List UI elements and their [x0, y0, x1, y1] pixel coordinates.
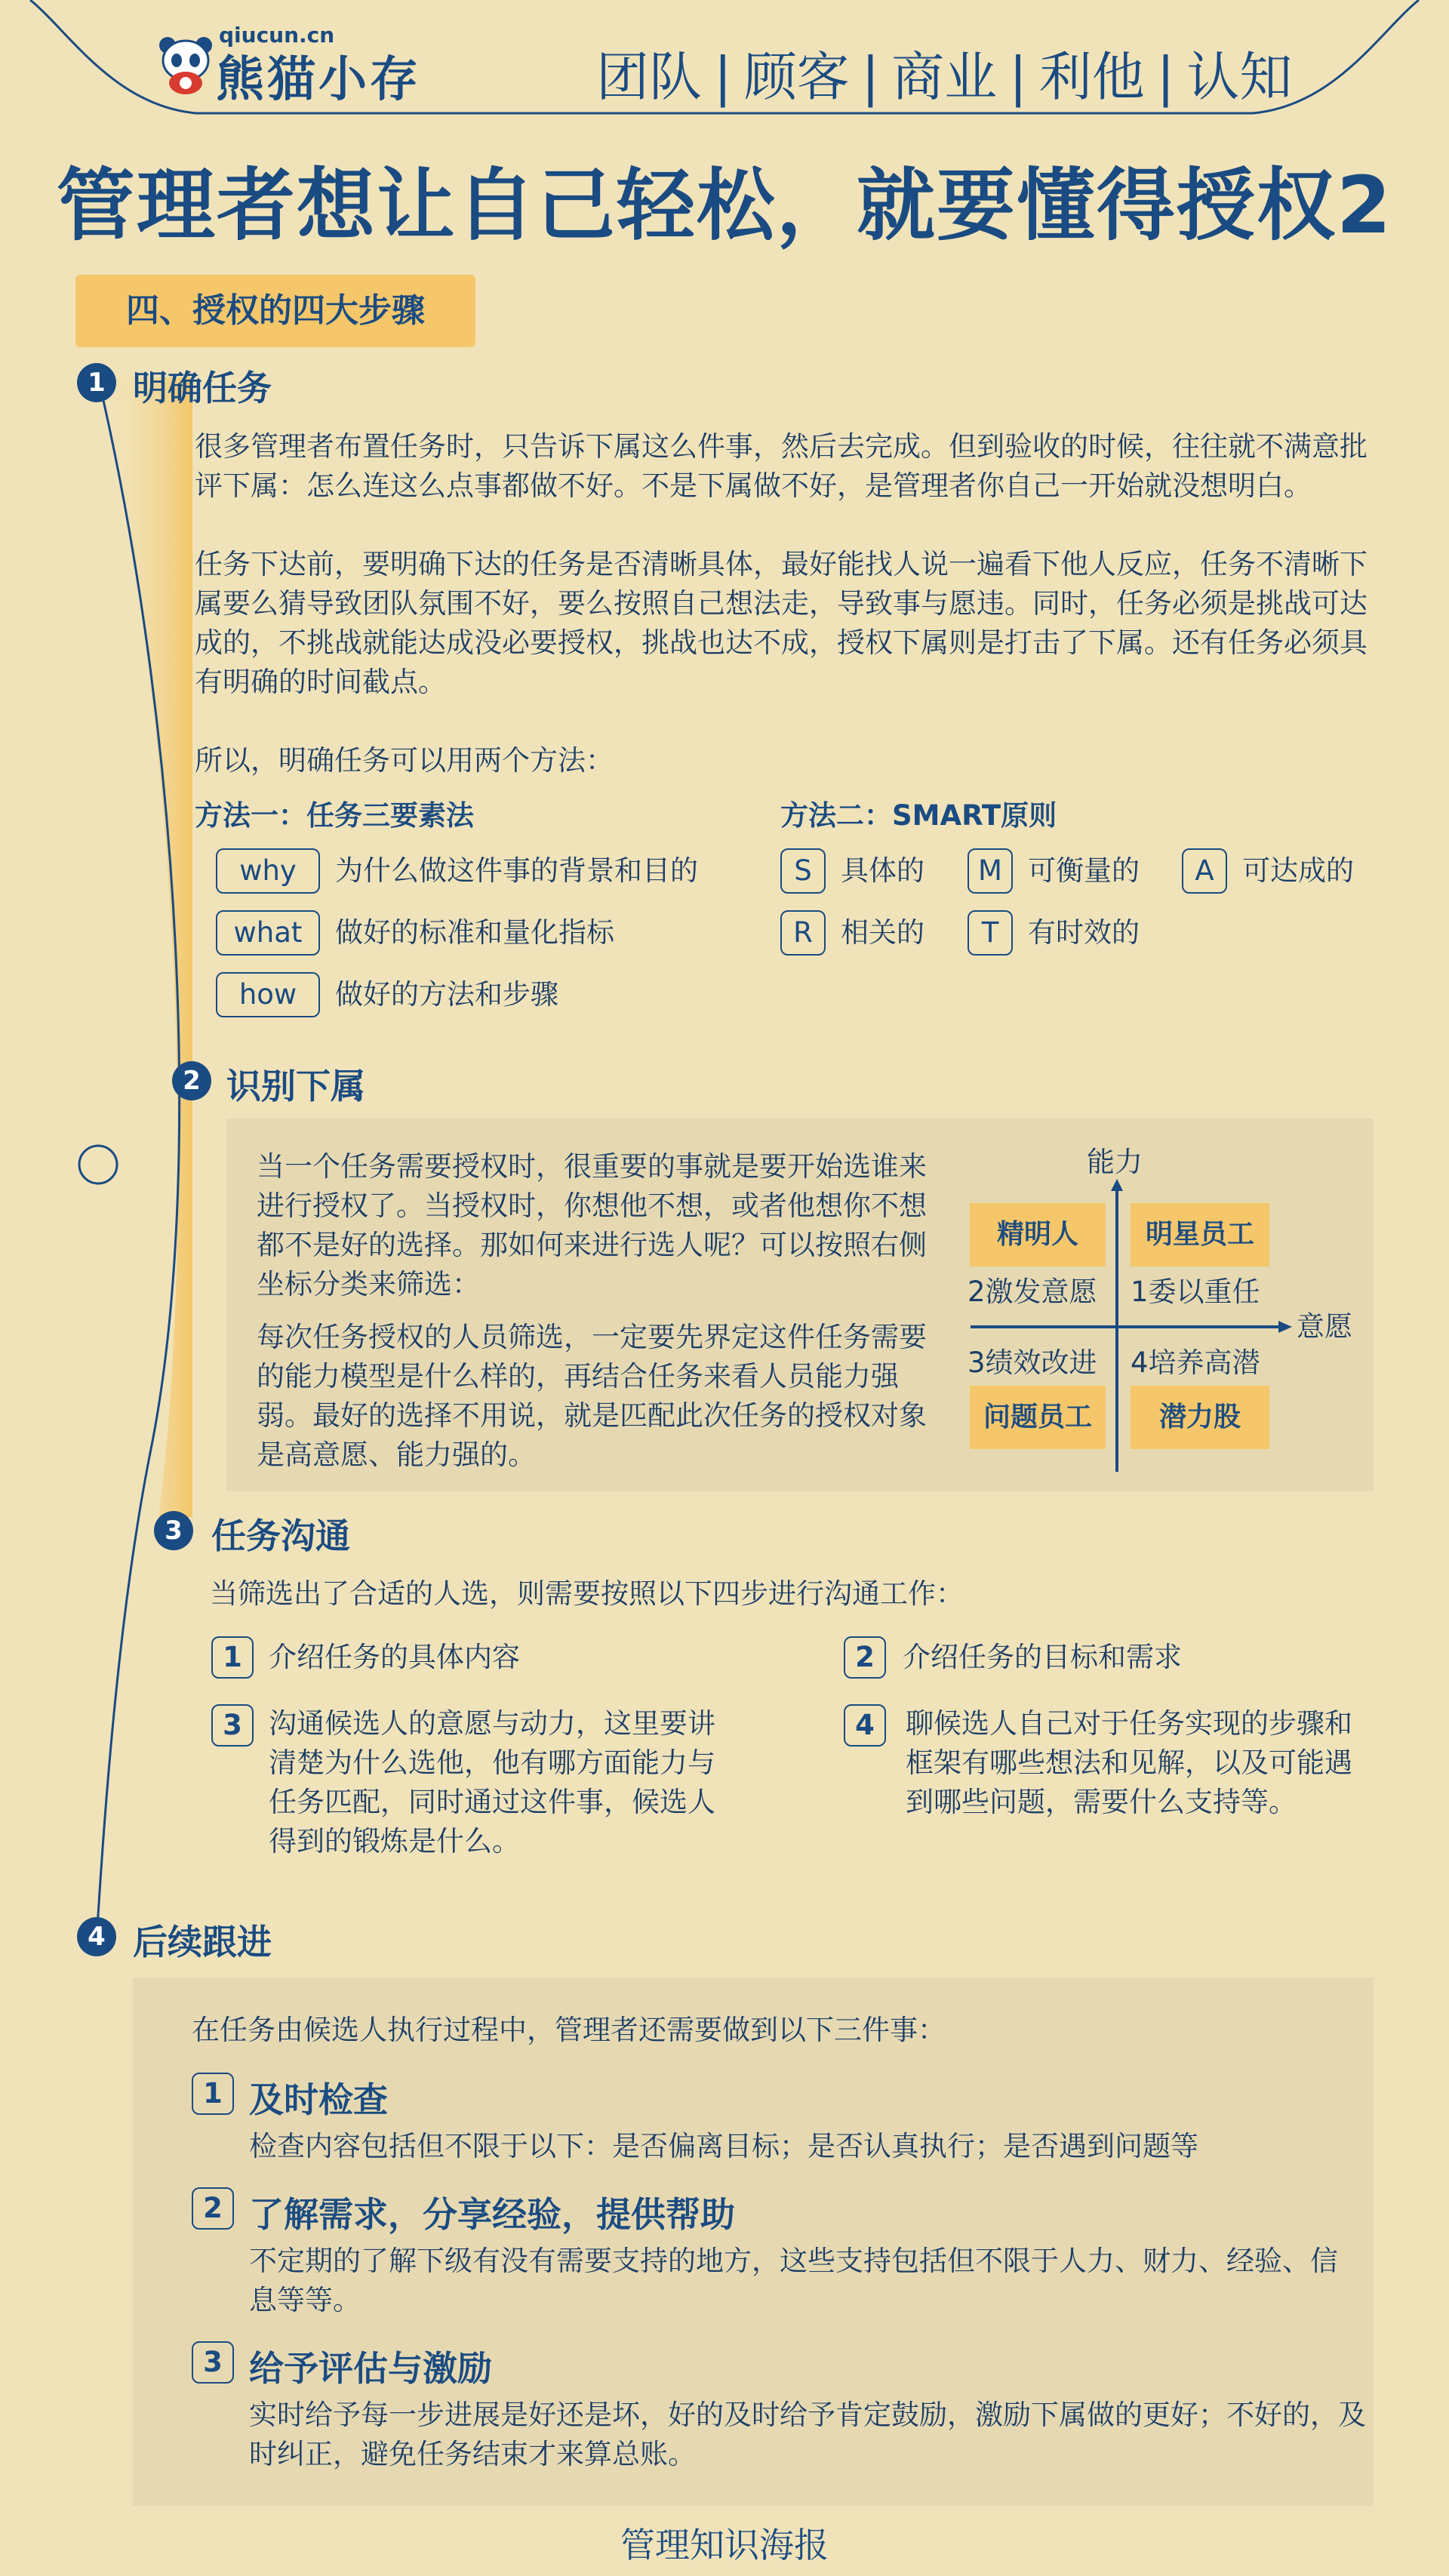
- logo-domain: qiucun.cn: [219, 23, 335, 48]
- step-number: 4: [77, 1917, 116, 1956]
- comm-step-text: 沟通候选人的意愿与动力，这里要讲清楚为什么选他，他有哪方面能力与任务匹配，同时通过这件事，候选人得到的锻炼是什么。: [269, 1707, 715, 1857]
- nav-separator: |: [714, 46, 732, 108]
- comm-step-number: 2: [844, 1636, 886, 1679]
- paragraph: 很多管理者布置任务时，只告诉下属这么件事，然后去完成。但到验收的时候，往往就不满意批评下属：怎么连这么点事都做不好。不是下属做不好，是管理者你自己一开始就没想明白。: [195, 430, 1367, 502]
- comm-step-number: 4: [844, 1704, 886, 1747]
- quadrant-x-label: 意愿: [1297, 1310, 1352, 1343]
- comm-step-number: 1: [211, 1636, 254, 1679]
- smart-tag: S: [780, 848, 826, 894]
- step-heading: 明确任务: [133, 368, 272, 408]
- paragraph: 在任务由候选人执行过程中，管理者还需要做到以下三件事：: [192, 2014, 946, 2046]
- quadrant-text: 2激发意愿: [968, 1276, 1097, 1308]
- step-number: 2: [172, 1061, 211, 1100]
- timeline-decoration: [0, 355, 226, 1970]
- comm-step-text: 介绍任务的目标和需求: [903, 1641, 1182, 1673]
- step-heading: 后续跟进: [133, 1922, 272, 1962]
- method-text: 做好的方法和步骤: [335, 978, 558, 1011]
- followup-number: 2: [192, 2187, 234, 2230]
- comm-step-text: 介绍任务的具体内容: [269, 1641, 520, 1673]
- paragraph: 当筛选出了合适的人选，则需要按照以下四步进行沟通工作：: [210, 1577, 964, 1610]
- quadrant-tag: 明星员工: [1131, 1203, 1269, 1266]
- followup-number: 1: [192, 2073, 234, 2115]
- footer-text: 管理知识海报: [620, 2525, 829, 2565]
- smart-text: 可达成的: [1242, 854, 1354, 887]
- nav-separator: |: [1156, 46, 1175, 108]
- method-text: 为什么做这件事的背景和目的: [335, 854, 698, 887]
- nav-item[interactable]: 顾客: [743, 46, 850, 108]
- followup-text: 不定期的了解下级有没有需要支持的地方，这些支持包括但不限于人力、财力、经验、信息等等。: [249, 2245, 1338, 2316]
- comm-step-number: 3: [211, 1704, 254, 1747]
- followup-text: 实时给予每一步进展是好还是坏，好的及时给予肯定鼓励，激励下属做的更好；不好的，及时纠正，避免任务结束才来算总账。: [249, 2399, 1366, 2470]
- paragraph: 任务下达前，要明确下达的任务是否清晰具体，最好能找人说一遍看下他人反应，任务不清晰下属要么猜导致团队氛围不好，要么按照自己想法走，导致事与愿违。同时，任务必须是挑战可达成的，不挑战就能达成没必要授权，挑战也达不成，授权下属则是打击了下属。还有任务必须具有明确的时间截点。: [195, 548, 1367, 698]
- panda-logo-icon: [158, 36, 213, 95]
- method-tag: how: [216, 972, 320, 1017]
- nav-separator: |: [861, 46, 880, 108]
- followup-title: 给予评估与激励: [249, 2348, 492, 2389]
- smart-tag: A: [1182, 848, 1227, 894]
- step-number: 3: [154, 1511, 193, 1550]
- smart-text: 相关的: [841, 916, 924, 949]
- section-tag: 四、授权的四大步骤: [75, 275, 475, 347]
- paragraph: 所以，明确任务可以用两个方法：: [195, 744, 614, 777]
- quadrant-text: 1委以重任: [1131, 1276, 1260, 1308]
- method-text: 做好的标准和量化指标: [335, 916, 614, 949]
- nav-item[interactable]: 商业: [891, 46, 998, 108]
- method1-title: 方法一：任务三要素法: [195, 799, 474, 832]
- logo-text: 熊猫小存: [216, 52, 421, 108]
- smart-tag: R: [780, 910, 826, 956]
- comm-step-text: 聊候选人自己对于任务实现的步骤和框架有哪些想法和见解，以及可能遇到哪些问题，需要什么支持等。: [906, 1707, 1352, 1818]
- nav-separator: |: [1009, 46, 1027, 108]
- method-tag: why: [216, 848, 320, 894]
- quadrant-tag: 问题员工: [970, 1386, 1106, 1449]
- smart-text: 有时效的: [1028, 916, 1140, 949]
- quadrant-tag: 潜力股: [1131, 1386, 1269, 1449]
- followup-number: 3: [192, 2341, 234, 2384]
- smart-tag: M: [968, 848, 1013, 894]
- step-number: 1: [77, 363, 116, 402]
- quadrant-text: 4培养高潜: [1131, 1346, 1260, 1379]
- nav-item[interactable]: 认知: [1186, 46, 1293, 108]
- quadrant-tag: 精明人: [970, 1203, 1106, 1266]
- paragraph: 每次任务授权的人员筛选，一定要先界定这件任务需要的能力模型是什么样的，再结合任务来看人员能力强弱。最好的选择不用说，就是匹配此次任务的授权对象是高意愿、能力强的。: [257, 1321, 927, 1471]
- nav-item[interactable]: 团队: [596, 46, 702, 108]
- smart-tag: T: [968, 910, 1013, 956]
- step-heading: 任务沟通: [211, 1516, 350, 1556]
- quadrant-y-label: 能力: [1087, 1146, 1143, 1178]
- smart-text: 可衡量的: [1028, 854, 1140, 887]
- method2-title: 方法二：SMART原则: [780, 799, 1057, 832]
- top-nav: [596, 35, 1292, 111]
- page-title: 管理者想让自己轻松，就要懂得授权2: [56, 159, 1393, 251]
- followup-text: 检查内容包括但不限于以下：是否偏离目标；是否认真执行；是否遇到问题等: [249, 2130, 1198, 2162]
- method-tag: what: [216, 910, 320, 956]
- smart-text: 具体的: [841, 854, 924, 887]
- followup-title: 了解需求，分享经验，提供帮助: [249, 2194, 735, 2235]
- followup-title: 及时检查: [249, 2079, 388, 2120]
- nav-item[interactable]: 利他: [1038, 46, 1145, 108]
- quadrant-text: 3绩效改进: [968, 1346, 1097, 1379]
- step-heading: 识别下属: [226, 1066, 365, 1106]
- paragraph: 当一个任务需要授权时，很重要的事就是要开始选谁来进行授权了。当授权时，你想他不想，或者他想你不想都不是好的选择。那如何来进行选人呢？可以按照右侧坐标分类来筛选：: [257, 1150, 927, 1300]
